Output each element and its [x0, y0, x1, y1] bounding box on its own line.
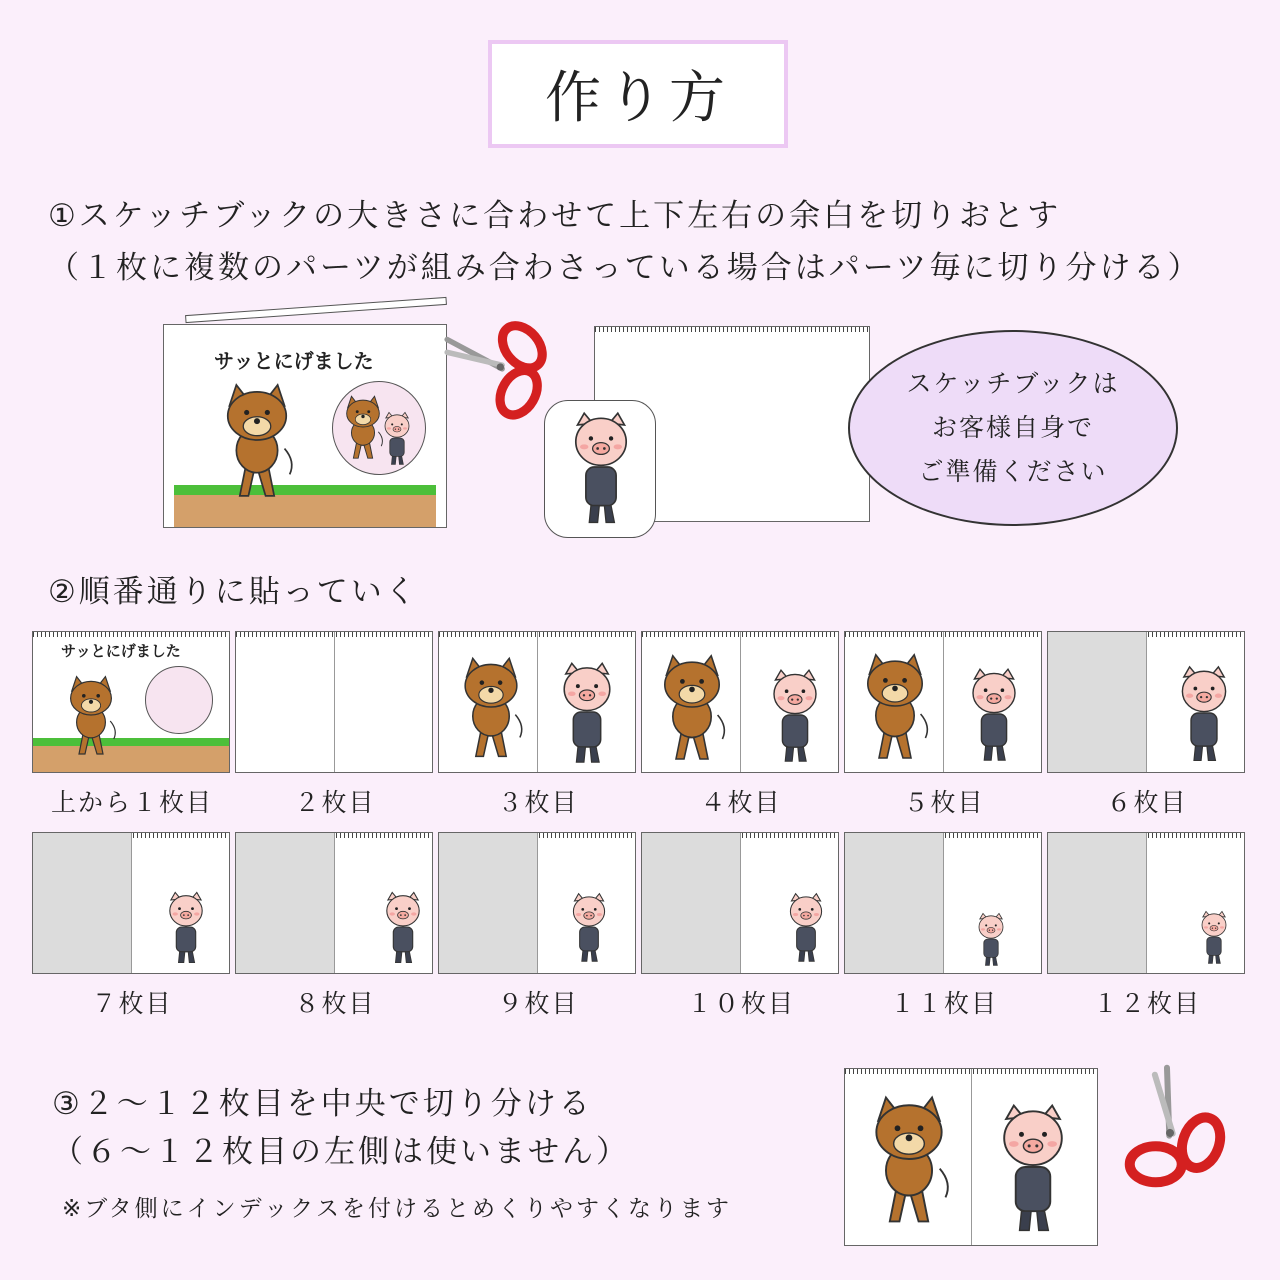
pig-icon — [559, 405, 643, 529]
page-title — [488, 40, 788, 148]
cut-strip — [185, 297, 447, 323]
step1-line2: （１枚に複数のパーツが組み合わさっている場合はパーツ毎に切り分ける） — [48, 250, 1202, 286]
pad-label-12: １２枚目 — [1092, 989, 1201, 1018]
pad-label-7: ７枚目 — [91, 989, 173, 1018]
pad-label-6: ６枚目 — [1106, 788, 1188, 817]
pad-1 — [32, 631, 230, 773]
pad-label-9: ９枚目 — [497, 989, 579, 1018]
pad-2 — [235, 631, 433, 773]
story-page-caption: サッとにげました — [214, 349, 374, 373]
pig-icon — [760, 662, 830, 768]
pig-icon — [376, 885, 430, 969]
wolf-icon — [453, 644, 529, 770]
wolf-icon — [214, 375, 300, 505]
step3-line1: ③２～１２枚目を中央で切り分ける — [52, 1086, 593, 1122]
pig-icon — [549, 654, 625, 770]
pad-9 — [438, 832, 636, 974]
thought-bubble — [145, 666, 213, 734]
pad-label-8: ８枚目 — [294, 989, 376, 1018]
pad-label-10: １０枚目 — [686, 989, 795, 1018]
thought-bubble — [332, 381, 426, 475]
baby-pig-icon — [969, 911, 1013, 967]
scissors-icon — [428, 312, 558, 422]
pad-6 — [1047, 631, 1245, 773]
pad-8 — [235, 832, 433, 974]
pig-icon — [985, 1097, 1081, 1237]
pad-5 — [844, 631, 1042, 773]
page-title-text: 作り方 — [545, 66, 731, 131]
pad-12 — [1047, 832, 1245, 974]
step3-note: ※ブタ側にインデックスを付けるとめくりやすくなります — [62, 1196, 732, 1222]
pig-icon — [159, 885, 213, 969]
pad-label-11: １１枚目 — [889, 989, 998, 1018]
cut-page-illustration — [163, 306, 447, 528]
bubble-line-3: ご準備ください — [918, 457, 1108, 486]
pig-icon — [1168, 658, 1240, 768]
pad-label-4: ４枚目 — [700, 788, 782, 817]
bubble-line-1: スケッチブックは — [906, 369, 1120, 398]
bubble-line-2: お客様自身で — [931, 413, 1094, 442]
pad-label-1: 上から１枚目 — [50, 788, 213, 817]
wolf-icon — [855, 642, 935, 770]
step2-heading: ②順番通りに貼っていく — [48, 574, 419, 610]
step3-line2: （６～１２枚目の左側は使いません） — [52, 1134, 630, 1170]
pad-3 — [438, 631, 636, 773]
step1-line1: ①スケッチブックの大きさに合わせて上下左右の余白を切りおとす — [48, 198, 1062, 234]
pad-7 — [32, 832, 230, 974]
pig-icon — [377, 410, 417, 466]
pad-4 — [641, 631, 839, 773]
pad-label-5: ５枚目 — [903, 788, 985, 817]
pig-icon — [780, 885, 832, 969]
wolf-icon — [652, 644, 732, 770]
pad-10 — [641, 832, 839, 974]
pad-label-2: ２枚目 — [294, 788, 376, 817]
pad-11 — [844, 832, 1042, 974]
pig-cutout — [544, 400, 656, 538]
pad-1-caption: サッとにげました — [61, 642, 181, 660]
story-page — [163, 324, 447, 528]
pad-label-3: ３枚目 — [497, 788, 579, 817]
baby-pig-icon — [1186, 909, 1242, 965]
wolf-icon — [861, 1081, 957, 1237]
pig-icon — [959, 660, 1029, 768]
pig-icon — [563, 885, 615, 969]
split-pad-illustration — [844, 1068, 1098, 1246]
speech-bubble — [848, 330, 1178, 526]
scissors-icon — [1084, 1044, 1248, 1208]
wolf-icon — [61, 668, 121, 762]
